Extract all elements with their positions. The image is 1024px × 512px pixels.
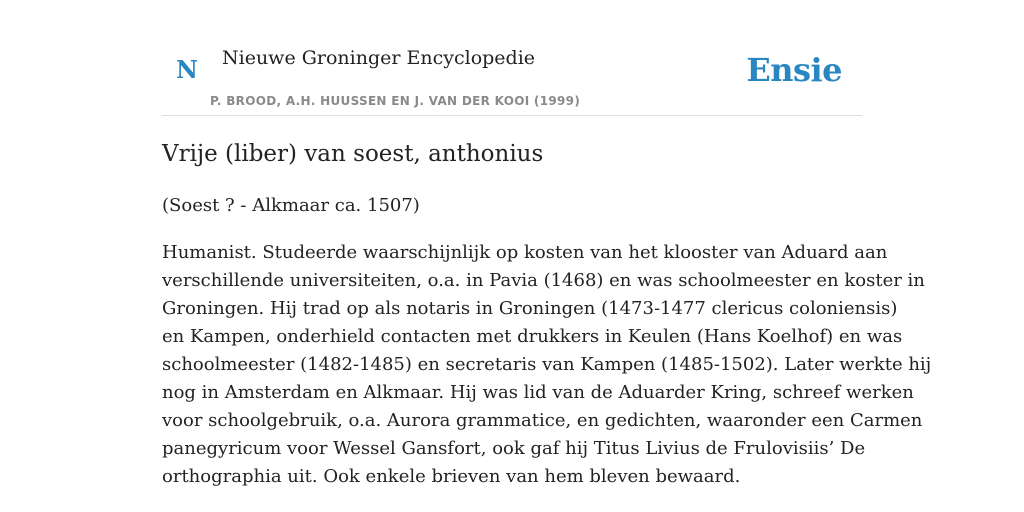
body-line: panegyricum voor Wessel Gansfort, ook gaf hij Titus Livius de Frulovisiis’ De xyxy=(162,438,866,459)
body-line: voor schoolgebruik, o.a. Aurora grammatice, en gedichten, waaronder een Carmen xyxy=(162,410,923,431)
entry-dates: (Soest ? - Alkmaar ca. 1507) xyxy=(162,195,420,216)
entry-body xyxy=(162,239,932,491)
source-title[interactable]: Nieuwe Groninger Encyclopedie xyxy=(222,47,536,69)
body-line: verschillende universiteiten, o.a. in Pavia (1468) en was schoolmeester en koster in xyxy=(162,270,925,291)
body-line: Groningen. Hij trad op als notaris in Groningen (1473-1477 clericus coloniensis) xyxy=(162,298,898,319)
body-line: Humanist. Studeerde waarschijnlijk op kosten van het klooster van Aduard aan xyxy=(162,242,888,263)
source-header xyxy=(162,0,862,116)
body-line: en Kampen, onderhield contacten met drukkers in Keulen (Hans Koelhof) en was xyxy=(162,326,903,347)
entry-title: Vrije (liber) van soest, anthonius xyxy=(162,141,544,167)
source-authors: P. BROOD, A.H. HUUSSEN EN J. VAN DER KOOI (1999) xyxy=(210,94,581,108)
source-logo[interactable]: N xyxy=(176,55,198,84)
entry-card xyxy=(162,0,932,487)
body-line: nog in Amsterdam en Alkmaar. Hij was lid van de Aduarder Kring, schreef werken xyxy=(162,382,914,403)
body-line: orthographia uit. Ook enkele brieven van hem bleven bewaard. xyxy=(162,466,741,487)
brand-logo[interactable]: Ensie xyxy=(746,51,842,89)
body-line: schoolmeester (1482-1485) en secretaris van Kampen (1485-1502). Later werkte hij xyxy=(162,354,932,375)
